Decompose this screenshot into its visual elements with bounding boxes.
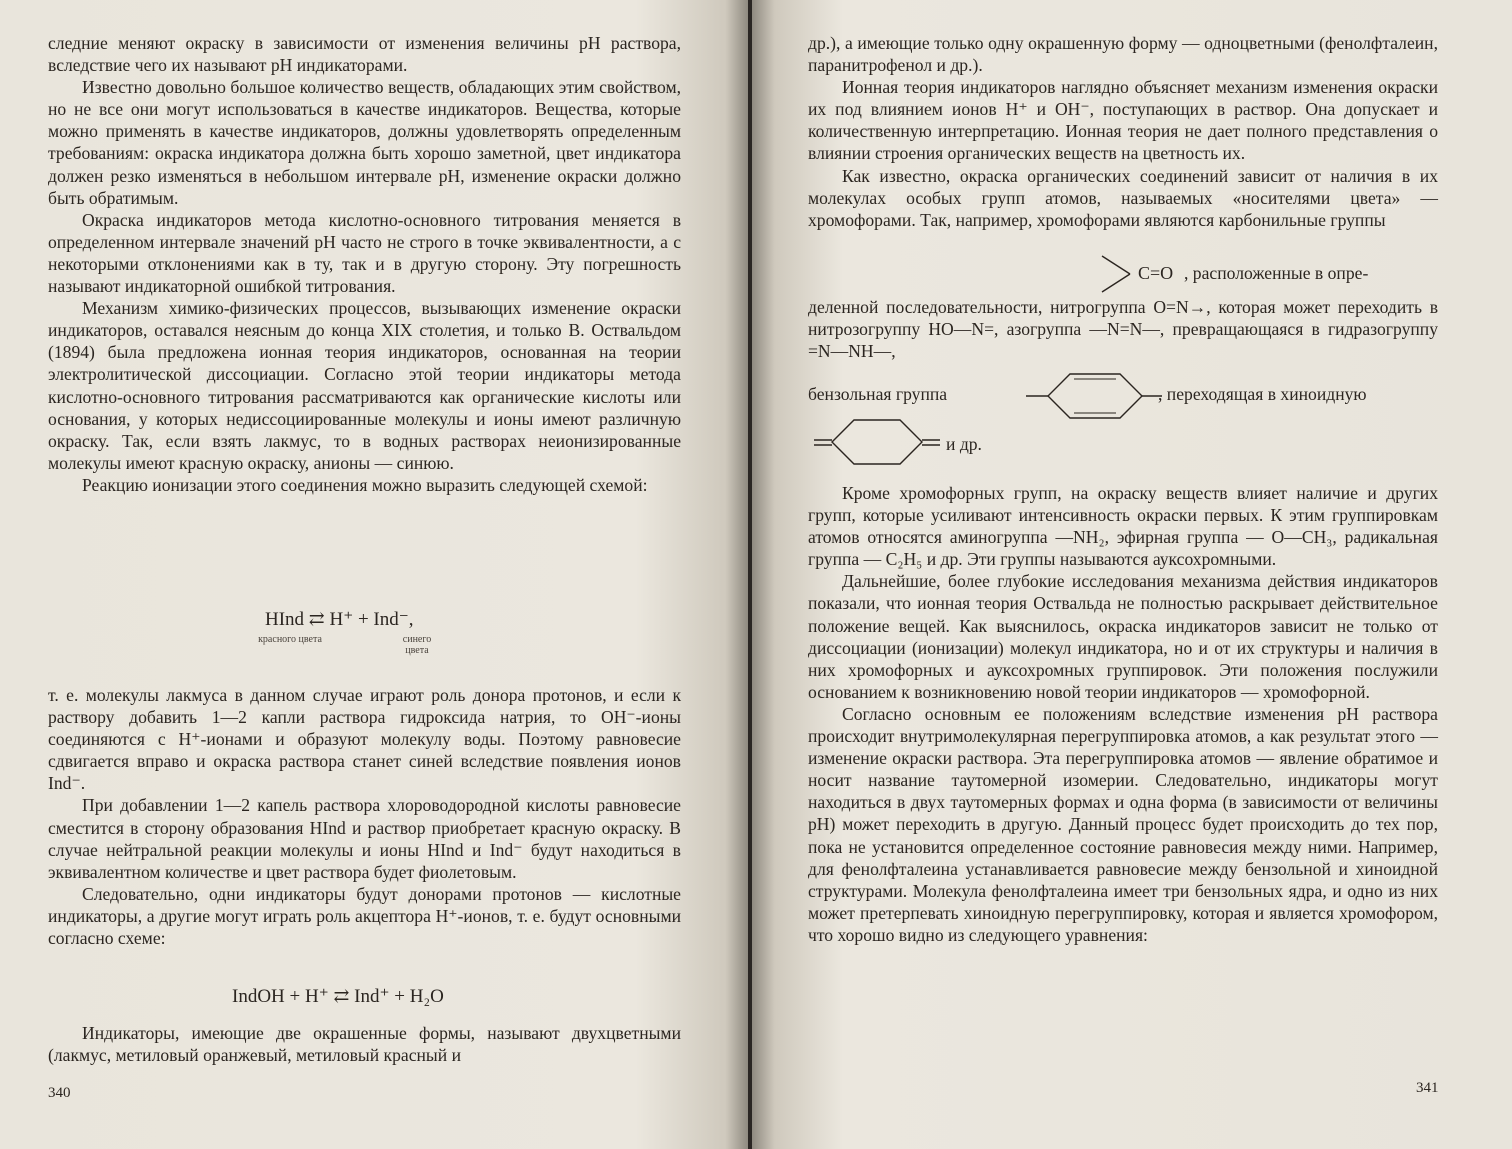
paragraph: Механизм химико-физических процессов, вызывающих изменение окраски индикаторов, оставался неясным до конца XIX столетия, и только В. Оствальдом (1894) была предложена ионная теория индикаторов, основанная на теории электролитической диссоциации. Согласно этой теории индикаторы метода кислотно-основного титрования рассматриваются как органические кислоты или основания, у которых недиссоциированные молекулы и ионы имеют различную окраску. Так, если взять лакмус, то в водных растворах неионизированные молекулы имеют красную окраску, анионы — синюю. (48, 298, 681, 473)
equation-label-blue: синего цвета (402, 634, 432, 656)
carbonyl-after-text: , расположенные в опре- (1184, 263, 1369, 283)
left-page (0, 0, 748, 1149)
paragraph: т. е. молекулы лакмуса в данном случае играют роль донора протонов, и если к раствору добавить 1—2 капли раствора гидроксида натрия, то OH⁻-ионы соединяются с H⁺-ионами и образуют молекулу воды. Поэтому равновесие сдвигается вправо и окраска раствора станет синей вследствие появления ионов Ind⁻. (48, 685, 681, 794)
equation-label-red: красного цвета (258, 634, 322, 645)
right-text-block-1 (808, 32, 1438, 231)
paragraph: деленной последовательности, нитрогруппа O=N→, которая может переходить в нитрозогруппу HO—N=, азогруппа —N=N—, превращающаяся в гидразогруппу =N—NH—, (808, 297, 1438, 362)
paragraph: Известно довольно большое количество веществ, обладающих этим свойством, но не все они могут использоваться в качестве индикаторов. Вещества, которые можно применять в качестве индикаторов, должны удовлетворять определенным требованиям: окраска индикатора должна быть хорошо заметной, цвет индикатора должен резко изменяться в небольшом интервале pH, изменение окраски должно быть обратимым. (48, 77, 681, 208)
left-text-block-1 (48, 32, 681, 496)
benzene-after-text: , переходящая в хиноидную (1158, 384, 1367, 404)
carbonyl-group: C=O (1138, 263, 1174, 283)
equation-indoh: IndOH + H⁺ ⇄ Ind⁺ + H₂O (232, 986, 444, 1007)
paragraph: Кроме хромофорных групп, на окраску веществ влияет наличие и других групп, которые усиливают интенсивность окраски первых. К этим группировкам атомов относятся аминогруппа —NH₂, эфирная группа — O—CH₃, радикальная группа — C₂H₅ и др. Эти группы называются ауксохромными. (808, 483, 1438, 570)
paragraph: Следовательно, одни индикаторы будут донорами протонов — кислотные индикаторы, а другие могут играть роль акцептора H⁺-ионов, т. е. будут основными согласно схеме: (48, 883, 681, 949)
carbonyl-bracket-icon (1096, 252, 1136, 296)
page-number-left: 340 (48, 1085, 71, 1101)
paragraph: Окраска индикаторов метода кислотно-основного титрования меняется в определенном интервале значений pH часто не строго в точке эквивалентности, а с некоторыми отклонениями как в ту, так и в другую сторону. Эту погрешность называют индикаторной ошибкой титрования. (48, 209, 681, 297)
paragraph: При добавлении 1—2 капель раствора хлороводородной кислоты равновесие сместится в сторону образования HInd и раствор приобретает красную окраску. В случае нейтральной реакции молекулы и ионы HInd и Ind⁻ будут находиться в эквивалентном количестве и цвет раствора будет фиолетовым. (48, 795, 681, 882)
right-text-block-2 (808, 296, 1438, 362)
paragraph: Дальнейшие, более глубокие исследования механизма действия индикаторов показали, что ионная теория Оствальда не полностью раскрывает действительное положение вещей. Как выяснилось, окраска индикаторов зависит не только от диссоциации (ионизации) молекул индикатора, но и от их структуры и наличия в них хромофорных и ауксохромных группировок. Эти положения послужили основанием к возникновению новой теории индикаторов — хромофорной. (808, 571, 1438, 702)
paragraph: др.), а имеющие только одну окрашенную форму — одноцветными (фенолфталеин, паранитрофенол и др.). (808, 33, 1438, 76)
paragraph: Согласно основным ее положениям вследствие изменения pH раствора происходит внутримолекулярная перегруппировка атомов, а как результат этого — изменение окраски раствора. Эта перегруппировка атомов — явление обратимое и носит название таутомерной изомерии. Следовательно, индикаторы могут находиться в двух таутомерных формах и одна форма (в зависимости от величины pH) может переходить в другую. Данный процесс будет происходить до тех пор, пока не установится определенное состояние равновесия между ними. Например, для фенолфталеина устанавливается равновесие между бензольной и хиноидной структурами. Молекула фенолфталеина имеет три бензольных ядра, и одно из них может претерпевать хиноидную перегруппировку, которая и является хромофором, что хорошо видно из следующего уравнения: (808, 703, 1438, 945)
paragraph: Индикаторы, имеющие две окрашенные формы, называют двухцветными (лакмус, метиловый оранжевый, метиловый красный и (48, 1023, 681, 1066)
equation-hind: HInd ⇄ H⁺ + Ind⁻, (265, 609, 414, 630)
left-text-block-2 (48, 684, 681, 949)
right-text-block-3 (808, 482, 1438, 946)
paragraph: Реакцию ионизации этого соединения можно выразить следующей схемой: (82, 474, 648, 495)
paragraph: Ионная теория индикаторов наглядно объясняет механизм изменения окраски их под влиянием ионов H⁺ и OH⁻, поступающих в раствор. Она допускает и количественную интерпретацию. Ионная теория не дает полного представления о влиянии строения органических веществ на цветность их. (808, 77, 1438, 164)
benzene-label: бензольная группа (808, 384, 948, 404)
left-text-block-3 (48, 1022, 681, 1066)
paragraph: Как известно, окраска органических соединений зависит от наличия в их молекулах особых групп атомов, называемых «носителями цвета» — хромофорами. Так, например, хромофорами являются карбонильные группы (808, 165, 1438, 230)
paragraph: следние меняют окраску в зависимости от изменения величины pH раствора, вследствие чего их называют pH индикаторами. (48, 33, 681, 76)
benzene-ring-icon (1024, 370, 1164, 422)
quinoid-after-text: и др. (946, 434, 982, 454)
quinoid-ring-icon (812, 416, 942, 468)
page-number-right: 341 (1416, 1080, 1439, 1096)
